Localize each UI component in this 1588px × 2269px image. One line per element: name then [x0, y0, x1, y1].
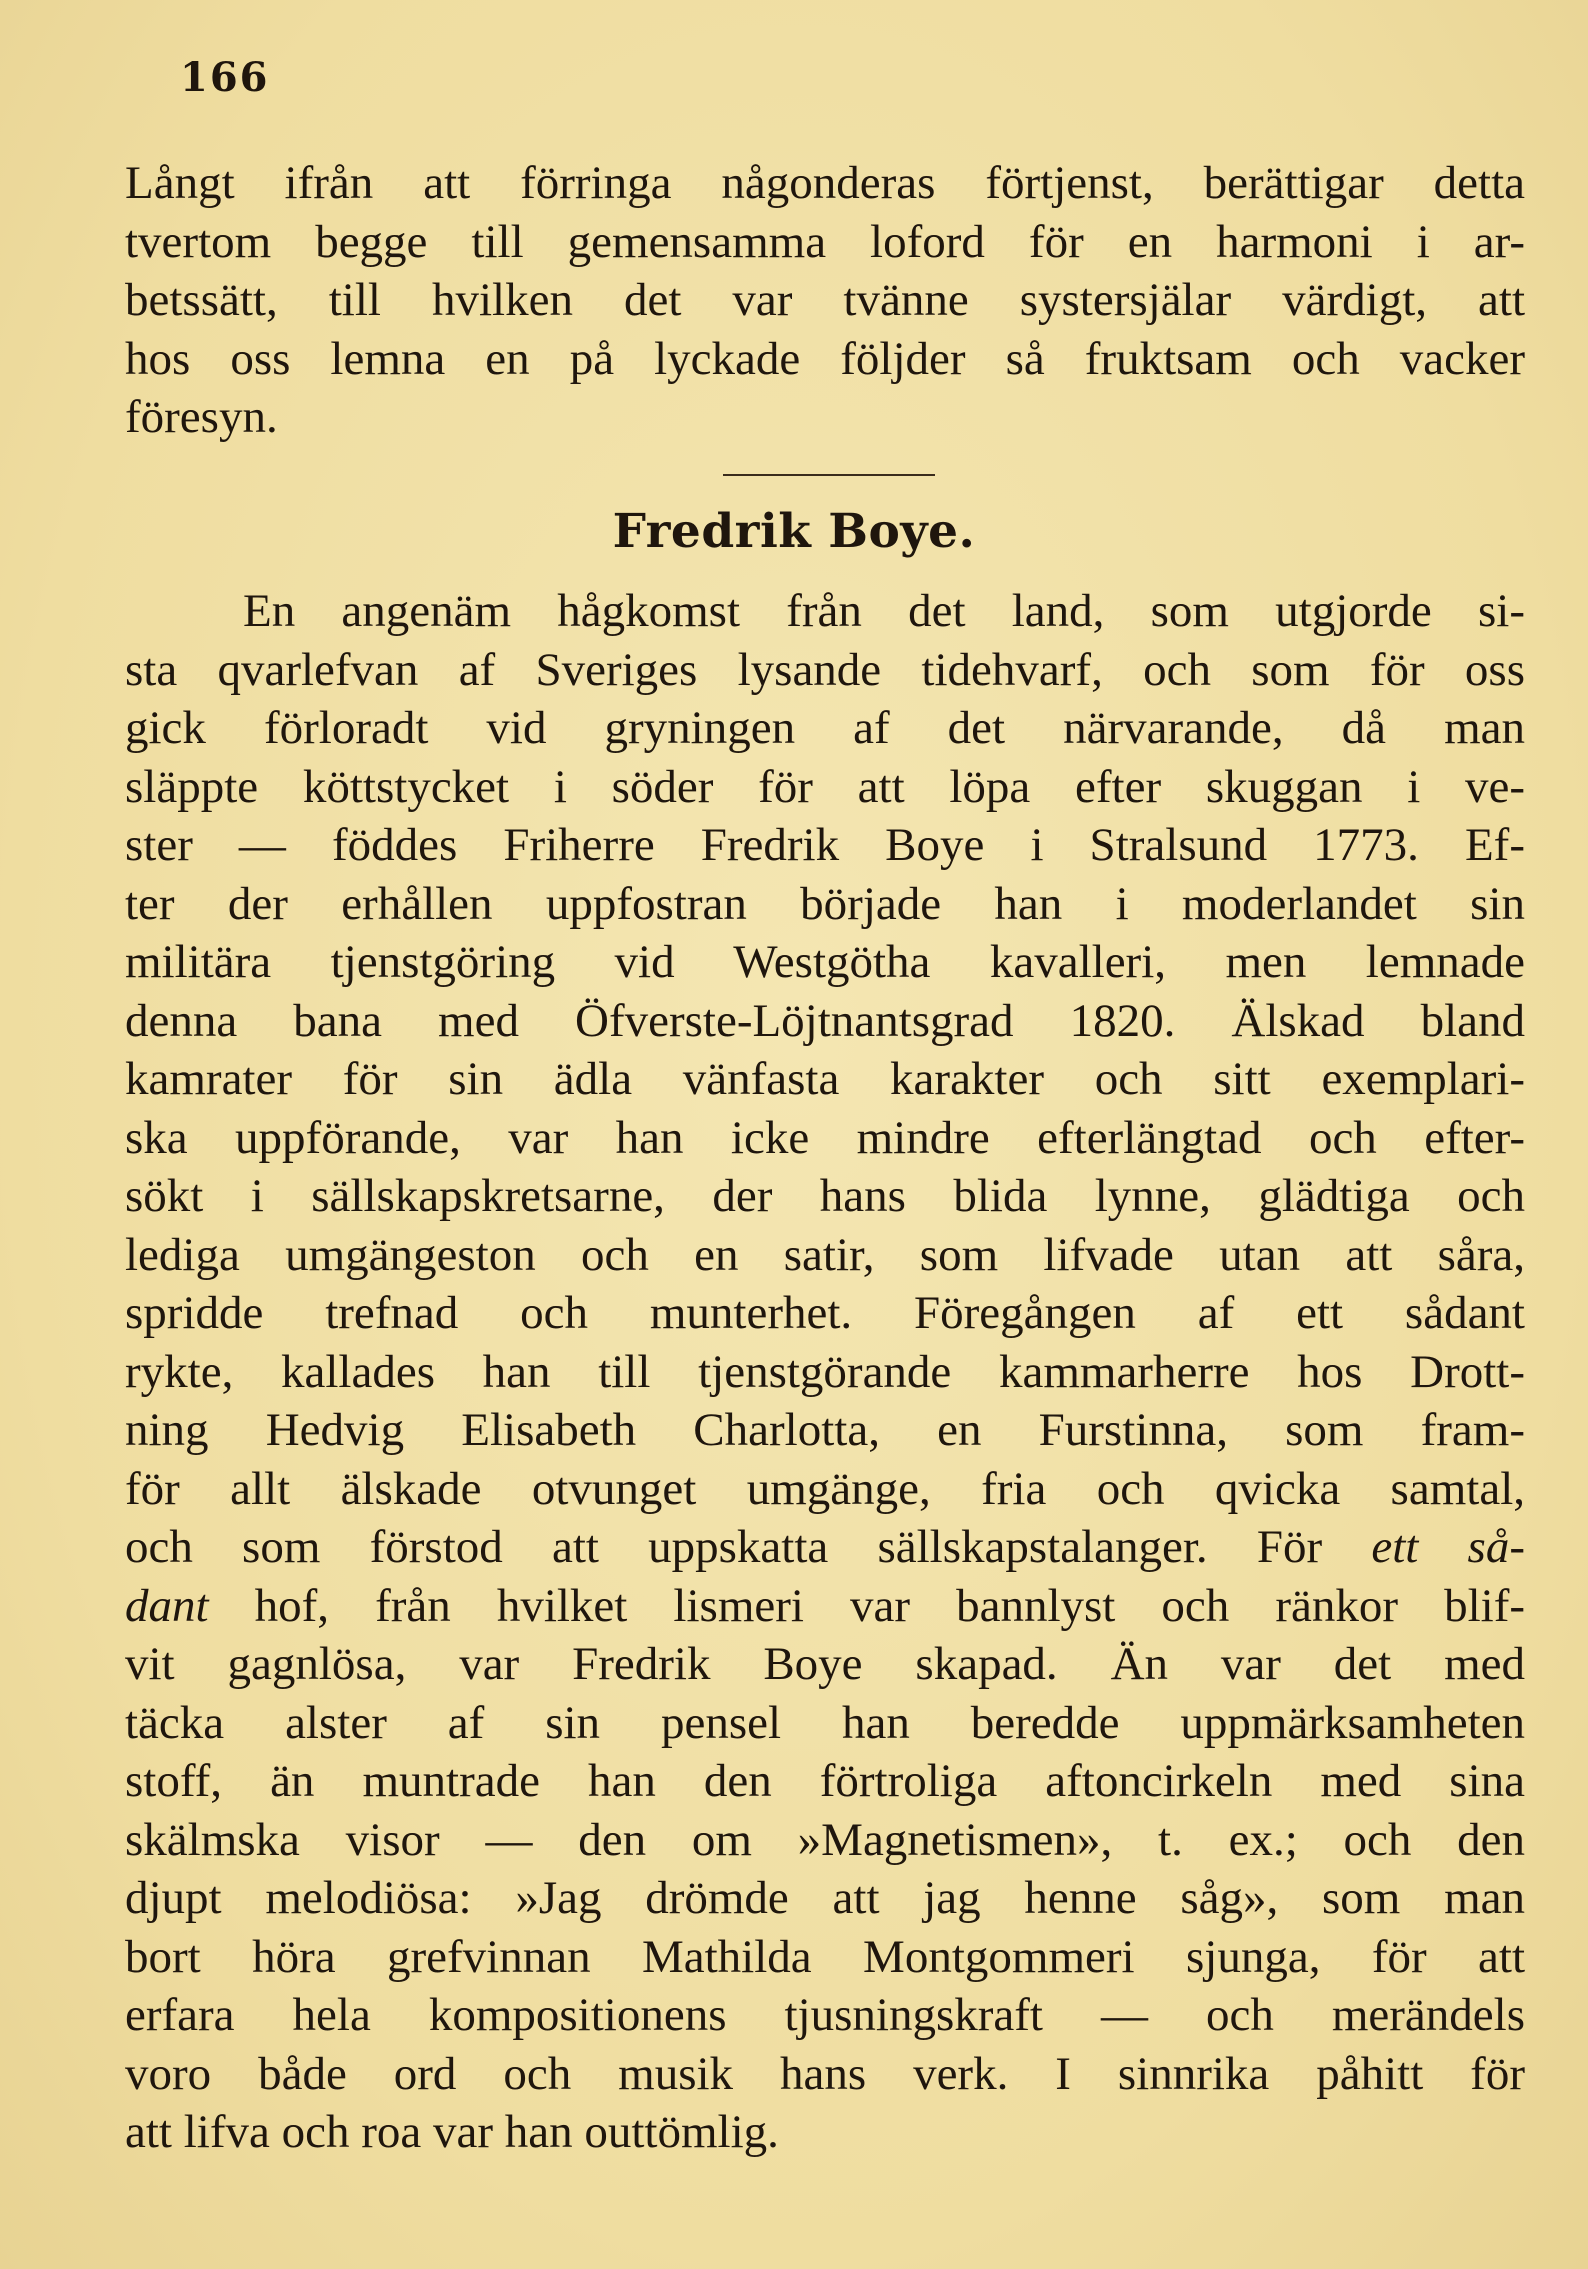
text-line: betssätt, till hvilken det var tvänne systersjälar värdigt, att: [125, 274, 1525, 326]
text-line: sta qvarlefvan af Sveriges lysande tidehvarf, och som för oss: [125, 643, 1525, 696]
text-line: En angenäm hågkomst från det land, som utgjorde si-: [243, 585, 1525, 637]
section-heading: Fredrik Boye.: [612, 504, 976, 559]
text-line: gick förloradt vid gryningen af det närvarande, då man: [125, 702, 1525, 754]
text-line: skälmska visor — den om »Magnetismen», t. ex.; och den: [125, 1813, 1525, 1866]
paragraph-2: [125, 582, 1525, 2162]
italic-text: dant: [125, 1579, 209, 1632]
text-line: stoff, än muntrade han den förtroliga aftoncirkeln med sina: [125, 1755, 1525, 1807]
italic-text: ett så-: [1371, 1521, 1525, 1573]
text-line: djupt melodiösa: »Jag drömde att jag henne såg», som man: [125, 1872, 1525, 1924]
section-divider: [723, 474, 935, 476]
text-line: täcka alster af sin pensel han beredde uppmärksamheten: [125, 1696, 1525, 1749]
text-line: tvertom begge till gemensamma loford för en harmoni i ar-: [125, 215, 1525, 268]
text-segment: och som förstod att uppskatta sällskapstalanger. För: [125, 1521, 1372, 1573]
paragraph-1: [125, 154, 1525, 447]
text-line: ska uppförande, var han icke mindre efterlängtad och efter-: [125, 1111, 1525, 1164]
text-line: [125, 1577, 1525, 1636]
text-line: kamrater för sin ädla vänfasta karakter och sitt exemplari-: [125, 1053, 1525, 1105]
text-line: vit gagnlösa, var Fredrik Boye skapad. Än var det med: [125, 1638, 1525, 1690]
text-line: ter der erhållen uppfostran började han i moderlandet sin: [125, 877, 1525, 930]
text-line: [125, 1518, 1525, 1577]
text-line: ning Hedvig Elisabeth Charlotta, en Furstinna, som fram-: [125, 1404, 1525, 1456]
text-line: spridde trefnad och munterhet. Föregången af ett sådant: [125, 1287, 1525, 1339]
text-line: föresyn.: [125, 391, 278, 443]
text-line: erfara hela kompositionens tjusningskraft — och merändels: [125, 1989, 1525, 2041]
text-line: att lifva och roa var han outtömlig.: [125, 2106, 779, 2158]
text-segment: hof, från hvilket lismeri var bannlyst och ränkor blif-: [208, 1579, 1525, 1632]
text-line: sökt i sällskapskretsarne, der hans blida lynne, glädtiga och: [125, 1170, 1525, 1222]
text-line: denna bana med Öfverste-Löjtnantsgrad 1820. Älskad bland: [125, 994, 1525, 1047]
text-line: hos oss lemna en på lyckade följder så fruktsam och vacker: [125, 332, 1525, 385]
text-line: bort höra grefvinnan Mathilda Montgommeri sjunga, för att: [125, 1930, 1525, 1983]
text-line: militära tjenstgöring vid Westgötha kavalleri, men lemnade: [125, 936, 1525, 988]
text-line: lediga umgängeston och en satir, som lifvade utan att såra,: [125, 1228, 1525, 1281]
text-line: rykte, kallades han till tjenstgörande kammarherre hos Drott-: [125, 1345, 1525, 1398]
text-line: Långt ifrån att förringa någonderas förtjenst, berättigar detta: [125, 157, 1525, 209]
page-number: 166: [180, 54, 270, 101]
text-line: släppte köttstycket i söder för att löpa efter skuggan i ve-: [125, 760, 1525, 813]
text-line: voro både ord och musik hans verk. I sinnrika påhitt för: [125, 2047, 1525, 2100]
text-line: ster — föddes Friherre Fredrik Boye i Stralsund 1773. Ef-: [125, 819, 1525, 871]
text-line: för allt älskade otvunget umgänge, fria och qvicka samtal,: [125, 1462, 1525, 1515]
